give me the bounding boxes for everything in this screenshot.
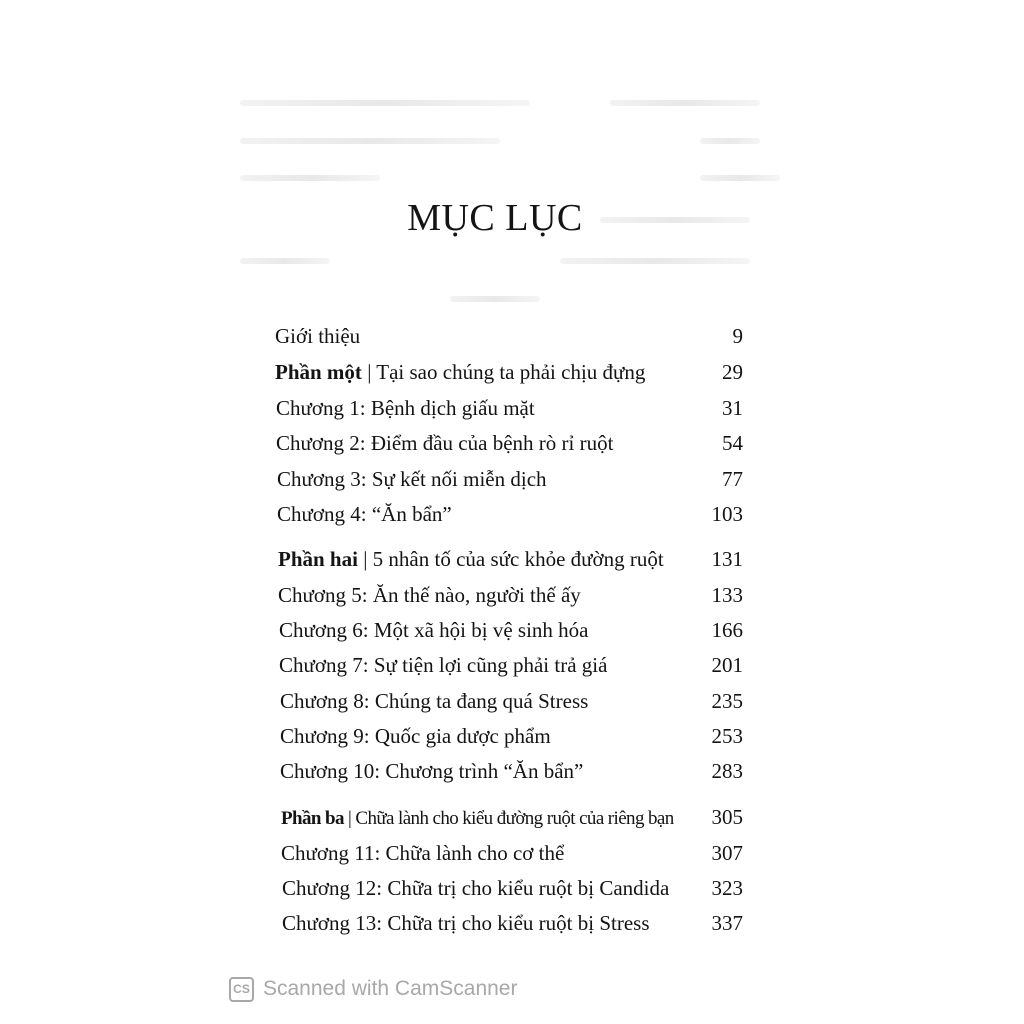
entry-text: Chương 6: Một xã hội bị vệ sinh hóa (279, 618, 589, 642)
toc-entry-title (279, 618, 588, 642)
entry-text: Chương 9: Quốc gia dược phẩm (280, 724, 551, 748)
part-label: Phần một (275, 360, 362, 384)
part-separator: | (361, 360, 377, 384)
page-number: 323 (711, 876, 743, 900)
page-number: 133 (711, 583, 743, 607)
toc-entry (276, 394, 743, 422)
page-number: 54 (722, 431, 743, 455)
toc-entry-title (278, 583, 581, 607)
page-number: 166 (711, 618, 743, 642)
toc-entry (282, 874, 743, 902)
toc-entry-title (279, 653, 607, 677)
part-label: Phần hai (278, 547, 358, 571)
toc-entry (279, 616, 743, 644)
watermark-label: Scanned with CamScanner (263, 977, 518, 1000)
toc-entry-title (275, 324, 360, 348)
toc-entry (281, 839, 743, 867)
entry-text: Chương 11: Chữa lành cho cơ thể (281, 841, 565, 865)
page-number: 103 (711, 502, 743, 526)
page-number: 77 (722, 467, 743, 491)
entry-text: Chương 12: Chữa trị cho kiểu ruột bị Candida (282, 876, 670, 900)
toc-entry-title (280, 724, 551, 748)
toc-entry (280, 722, 743, 750)
entry-text: Chương 1: Bệnh dịch giấu mặt (276, 396, 535, 420)
toc-entry (276, 429, 743, 457)
toc-entry-title (280, 689, 588, 713)
entry-text: 5 nhân tố của sức khỏe đường ruột (372, 547, 664, 571)
part-separator: | (343, 808, 356, 829)
toc-entry (275, 358, 743, 386)
toc-entry-title (281, 841, 564, 865)
entry-text: Chương 3: Sự kết nối miễn dịch (277, 467, 547, 491)
toc-entry (280, 687, 743, 715)
toc-entry-title (282, 911, 650, 935)
entry-text: Chương 10: Chương trình “Ăn bẩn” (280, 759, 584, 783)
toc-entry-title (275, 360, 645, 384)
toc-entry-title (276, 396, 535, 420)
part-separator: | (357, 547, 373, 571)
toc-entry-title (280, 759, 583, 783)
page-number: 283 (711, 759, 743, 783)
entry-text: Chương 4: “Ăn bẩn” (277, 502, 452, 526)
entry-text: Tại sao chúng ta phải chịu đựng (376, 360, 646, 384)
toc-entry (281, 803, 743, 833)
page-number: 131 (711, 547, 743, 571)
page-title: MỤC LỤC (407, 197, 583, 239)
page-number: 253 (711, 724, 743, 748)
toc-entry (275, 322, 743, 350)
toc-entry-title (281, 808, 674, 829)
toc-entry (278, 581, 743, 609)
entry-text: Chữa lành cho kiểu đường ruột của riêng bạn (355, 808, 674, 829)
toc-entry (278, 545, 743, 573)
toc-entry (280, 757, 743, 785)
toc-entry (277, 500, 743, 528)
toc-entry (282, 909, 743, 937)
part-label: Phần ba (281, 808, 344, 829)
entry-text: Chương 13: Chữa trị cho kiểu ruột bị Stress (282, 911, 650, 935)
toc-entry-title (282, 876, 669, 900)
entry-text: Chương 7: Sự tiện lợi cũng phải trả giá (279, 653, 608, 677)
entry-text: Chương 2: Điểm đầu của bệnh rò rỉ ruột (276, 431, 614, 455)
page-number: 9 (732, 324, 743, 348)
toc-entry-title (278, 547, 664, 571)
entry-text: Chương 8: Chúng ta đang quá Stress (280, 689, 589, 713)
entry-text: Giới thiệu (275, 324, 361, 348)
page-number: 307 (711, 841, 743, 865)
toc-entry (279, 651, 743, 679)
page-number: 305 (711, 805, 743, 829)
toc-entry-title (277, 502, 452, 526)
page-number: 29 (722, 360, 743, 384)
page-number: 201 (711, 653, 743, 677)
camscanner-logo-icon: CS (229, 977, 254, 1002)
toc-entry-title (276, 431, 613, 455)
toc-entry (277, 465, 743, 493)
page-number: 31 (722, 396, 743, 420)
entry-text: Chương 5: Ăn thế nào, người thế ấy (278, 583, 581, 607)
scanner-watermark (229, 975, 517, 1003)
page-number: 235 (711, 689, 743, 713)
page-number: 337 (711, 911, 743, 935)
toc-entry-title (277, 467, 547, 491)
